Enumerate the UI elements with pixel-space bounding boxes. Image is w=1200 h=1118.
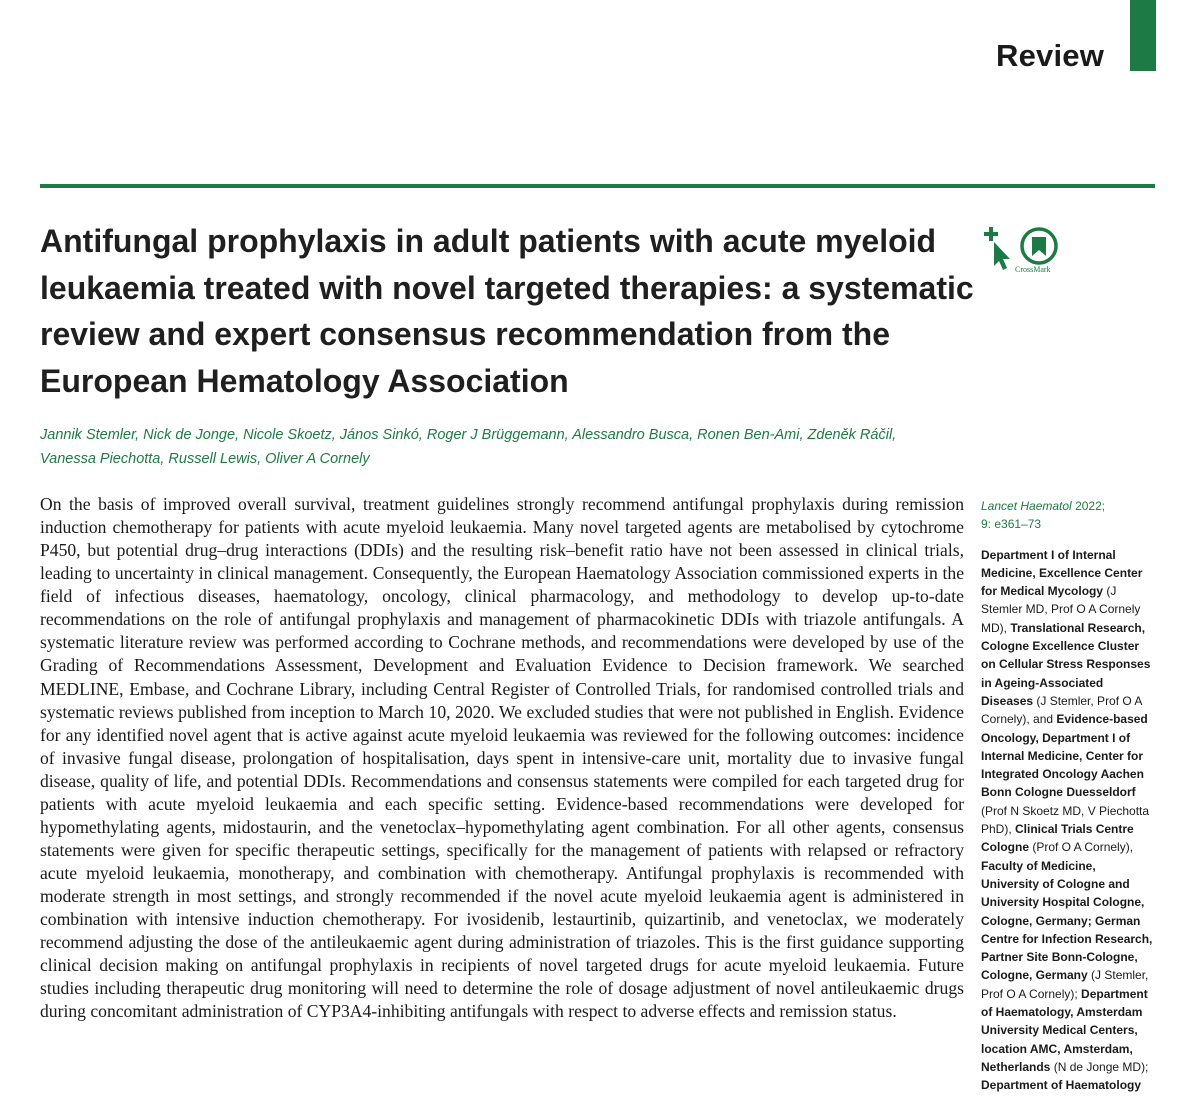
affiliation-people: (N de Jonge MD);: [1050, 1059, 1149, 1074]
affiliation-people: (J Stemler, Prof O A Cornely), and: [981, 693, 1142, 727]
affiliation-name: Faculty of Medicine, University of Cologne and University Hospital Cologne, Cologne, Germany; German Centre for Infection Research, Partner Site Bonn-Cologne, Cologne, Germany: [981, 858, 1153, 983]
affiliation-people: (Prof O A Cornely),: [1029, 840, 1134, 855]
affiliation-name: Department of Haematology, Amsterdam University Medical Centers, location AMC, Amsterdam, Netherlands: [981, 986, 1148, 1074]
section-label: Review: [996, 38, 1105, 73]
abstract-text: On the basis of improved overall survival, treatment guidelines strongly recommend antifungal prophylaxis during remission induction chemotherapy for patients with acute myeloid leukaemia. Many novel targeted agents are metabolised by cytochrome P450, but potential drug–drug interactions (DDIs) and the resulting risk–benefit ratio have not been assessed in clinical trials, leading to uncertainty in clinical management. Consequently, the European Haematology Association commissioned experts in the field of infectious diseases, haematology, oncology, clinical pharmacology, and methodology to develop up-to-date recommendations on the role of antifungal prophylaxis and management of pharmacokinetic DDIs with triazole antifungals. A systematic literature review was performed according to Cochrane methods, and recommendations were developed by use of the Grading of Recommendations Assessment, Development and Evaluation Evidence to Decision framework. We searched MEDLINE, Embase, and Cochrane Library, including Central Register of Controlled Trials, for randomised controlled trials and systematic reviews published from inception to March 10, 2020. We excluded studies that were not published in English. Evidence for any identified novel agent that is active against acute myeloid leukaemia was reviewed for the following outcomes: incidence of invasive fungal disease, prolongation of hospitalisation, days spent in intensive-care unit, mortality due to invasive fungal disease, quality of life, and potential DDIs. Recommendations and consensus statements were compiled for each targeted drug for patients with acute myeloid leukaemia and each specific setting. Evidence-based recommendations were developed for hypomethylating agents, midostaurin, and the venetoclax–hypomethylating agent combination. For all other agents, consensus statements were given for specific therapeutic settings, specifically for the management of patients with relapsed or refractory acute myeloid leukaemia, monotherapy, and combination with chemotherapy. Antifungal prophylaxis is recommended with moderate strength in most settings, and strongly recommended if the novel acute myeloid leukaemia agent is administered in combination with intensive induction chemotherapy. For ivosidenib, lestaurtinib, quizartinib, and venetoclax, we moderately recommend adjusting the dose of the antileukaemic agent during administration of triazoles. This is the first guidance supporting clinical decision making on antifungal prophylaxis in recipients of novel targeted drugs for acute myeloid leukaemia. Future studies including therapeutic drug monitoring will need to determine the role of dosage adjustment of novel antileukaemic drugs during concomitant administration of CYP3A4-inhibiting antifungals with respect to adverse effects and remission status.: [40, 494, 964, 1022]
affiliation-people: (J Stemler MD, Prof O A Cornely MD),: [981, 584, 1141, 635]
author-list: Jannik Stemler, Nick de Jonge, Nicole Skoetz, János Sinkó, Roger J Brüggemann, Alessandro Busca, Ronen Ben-Ami, Zdeněk Ráčil, Vanessa Piechotta, Russell Lewis, Oliver A Cornely: [40, 427, 897, 467]
affiliation-name: Department of Haematology: [981, 1078, 1142, 1093]
affiliation-name: Evidence-based Oncology, Department I of Internal Medicine, Center for Integrated Oncology Aachen Bonn Cologne Duesseldorf: [981, 712, 1148, 800]
affiliation-name: Clinical Trials Centre Cologne: [981, 822, 1134, 855]
affiliation-name: Department I of Internal Medicine, Excellence Center for Medical Mycology: [981, 547, 1143, 599]
crossmark-label: CrossMark: [1015, 265, 1051, 274]
header-rule: [40, 184, 1155, 188]
section-color-tab: [1130, 0, 1156, 71]
article-title: Antifungal prophylaxis in adult patients with acute myeloid leukaemia treated with novel targeted therapies: a systematic review and expert consensus recommendation from the European Hematology Association: [40, 223, 974, 399]
sidebar: [981, 497, 1156, 1095]
affiliation-name: Translational Research, Cologne Excellence Cluster on Cellular Stress Responses in Ageing-Associated Diseases: [981, 620, 1151, 708]
affiliations: [981, 546, 1156, 1095]
affiliation-people: (J Stemler, Prof O A Cornely);: [981, 968, 1149, 1001]
citation-volume: 9: e361–73: [981, 517, 1042, 532]
citation: [981, 497, 1156, 534]
affiliation-people: (Prof N Skoetz MD, V Piechotta PhD),: [981, 803, 1150, 837]
journal-name: Lancet Haematol: [981, 499, 1072, 513]
citation-year: 2022;: [1071, 499, 1106, 513]
